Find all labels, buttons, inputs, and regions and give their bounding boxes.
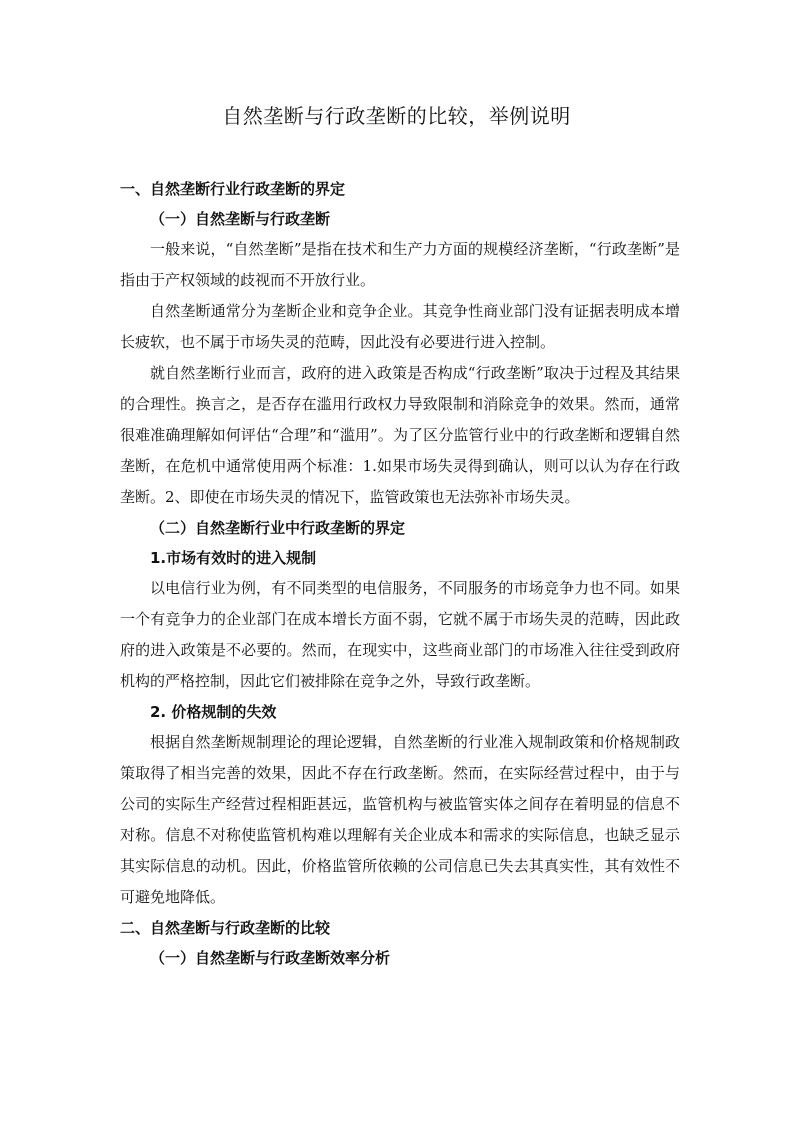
paragraph-1-2-2: 根据自然垄断规制理论的理论逻辑，自然垄断的行业准入规制政策和价格规制政策取得了相当完善的效果，因此不存在行政垄断。然而，在实际经营过程中，由于与公司的实际生产经营过程相距甚远，监管机构与被监管实体之间存在着明显的信息不对称。信息不对称使监管机构难以理解有关企业成本和需求的实际信息，也缺乏显示其实际信息的动机。因此，价格监管所依赖的公司信息已失去其真实性，其有效性不可避免地降低。: [120, 733, 680, 906]
item-heading-1-2-2: 2. 价格规制的失效: [150, 703, 277, 721]
document-body: [120, 174, 680, 973]
paragraph-1-1-2: 自然垄断通常分为垄断企业和竞争企业。其竞争性商业部门没有证据表明成本增长疲软，也不属于市场失灵的范畴，因此没有必要进行进入控制。: [120, 302, 680, 351]
section-heading-1: 一、自然垄断行业行政垄断的界定: [120, 180, 346, 198]
paragraph-1-2-1: 以电信行业为例，有不同类型的电信服务，不同服务的市场竞争力也不同。如果一个有竞争力的企业部门在成本增长方面不弱，它就不属于市场失灵的范畴，因此政府的进入政策是不必要的。然而，在现实中，这些商业部门的市场准入往往受到政府机构的严格控制，因此它们被排除在竞争之外，导致行政垄断。: [120, 579, 680, 690]
subsection-heading-2-1: （一）自然垄断与行政垄断效率分析: [150, 949, 391, 967]
paragraph-1-1-3: 就自然垄断行业而言，政府的进入政策是否构成“行政垄断”取决于过程及其结果的合理性。换言之，是否存在滥用行政权力导致限制和消除竞争的效果。然而，通常很难准确理解如何评估“合理”和“滥用”。为了区分监管行业中的行政垄断和逻辑自然垄断，在危机中通常使用两个标准：1.如果市场失灵得到确认，则可以认为存在行政垄断。2、即使在市场失灵的情况下，监管政策也无法弥补市场失灵。: [120, 364, 680, 506]
document-title: 自然垄断与行政垄断的比较，举例说明: [222, 104, 571, 128]
paragraph-1-1-1: 一般来说，“自然垄断”是指在技术和生产力方面的规模经济垄断，“行政垄断”是指由于产权领域的歧视而不开放行业。: [120, 240, 680, 289]
section-heading-2: 二、自然垄断与行政垄断的比较: [120, 919, 331, 937]
subsection-heading-1-2: （二）自然垄断行业中行政垄断的界定: [150, 519, 406, 537]
item-heading-1-2-1: 1.市场有效时的进入规制: [150, 549, 317, 567]
subsection-heading-1-1: （一）自然垄断与行政垄断: [150, 210, 331, 228]
